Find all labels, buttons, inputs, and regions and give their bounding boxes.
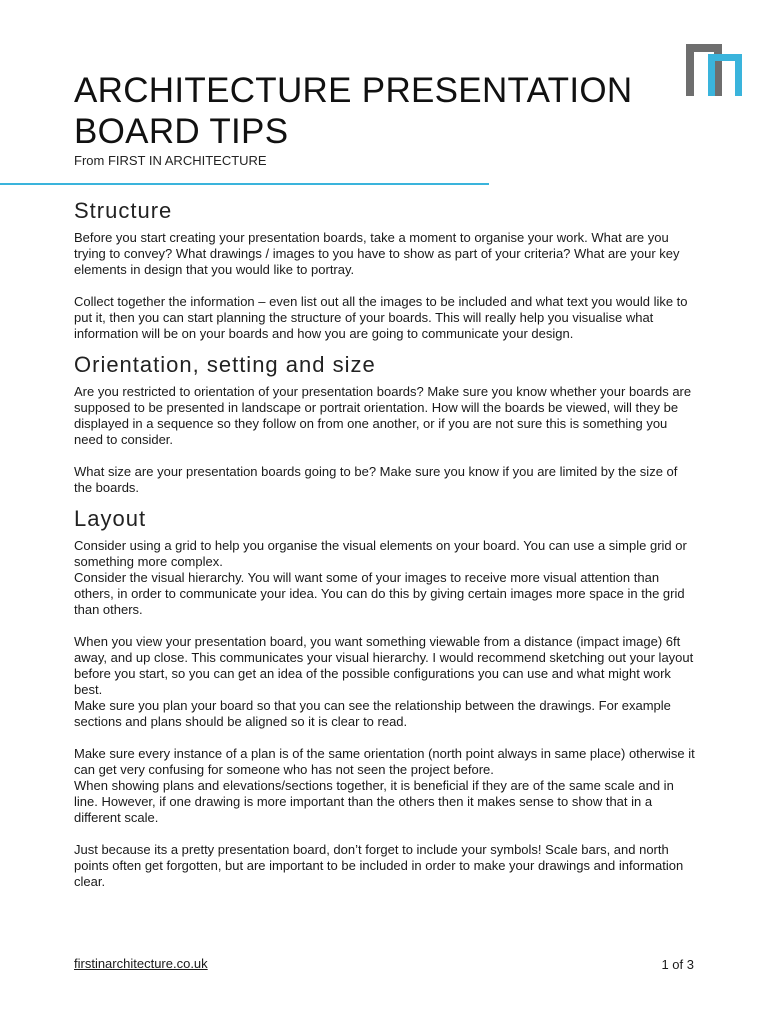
header-divider bbox=[0, 183, 489, 185]
paragraph: Consider the visual hierarchy. You will want some of your images to receive more visual attention than others, in order to communicate your idea. You can do this by giving certain images more space in the grid than others. bbox=[74, 570, 685, 617]
paragraph: Just because its a pretty presentation board, don’t forget to include your symbols! Scale bars, and north points often get forgotten, but are important to be included in order to make your drawings and information clear. bbox=[74, 842, 684, 889]
building-columns-logo-icon bbox=[686, 44, 742, 96]
paragraph: Make sure you plan your board so that you can see the relationship between the drawings. For example sections and plans should be aligned so it is clear to read. bbox=[74, 698, 671, 729]
section-heading: Structure bbox=[74, 198, 173, 223]
section-heading: Orientation, setting and size bbox=[74, 352, 376, 377]
page-number: 1 of 3 bbox=[661, 957, 694, 972]
section-orientation bbox=[74, 350, 698, 496]
paragraph: Before you start creating your presentation boards, take a moment to organise your work. What are you trying to convey? What drawings / images to you have to show as part of your criteria? What are your key elements in design that you would like to portray. bbox=[74, 230, 680, 277]
section-layout bbox=[74, 504, 698, 890]
paragraph: Make sure every instance of a plan is of the same orientation (north point always in same place) otherwise it can get very confusing for someone who has not seen the project before. bbox=[74, 746, 695, 777]
page-title: ARCHITECTURE PRESENTATION BOARD TIPS bbox=[74, 71, 633, 151]
website-link[interactable]: firstinarchitecture.co.uk bbox=[74, 956, 208, 971]
paragraph: When you view your presentation board, you want something viewable from a distance (impact image) 6ft away, and up close. This communicates your visual hierarchy. I would recommend sketching out your layout before you start, so you can get an idea of the possible configurations you can use and what might work best. bbox=[74, 634, 694, 697]
section-heading: Layout bbox=[74, 506, 147, 531]
paragraph: Are you restricted to orientation of your presentation boards? Make sure you know whether your boards are supposed to be presented in landscape or portrait orientation. How will the boards be viewed, will they be displayed in a sequence so they follow on from one another, or if you are not sure this is something you need to consider. bbox=[74, 384, 692, 447]
article-body bbox=[74, 196, 698, 906]
paragraph: What size are your presentation boards going to be? Make sure you know if you are limited by the size of the boards. bbox=[74, 464, 678, 495]
section-structure bbox=[74, 196, 698, 342]
paragraph: Collect together the information – even list out all the images to be included and what text you would like to put it, then you can start planning the structure of your boards. This will really help you visualise what information will be on your boards and how you are going to communicate your design. bbox=[74, 294, 688, 341]
paragraph: When showing plans and elevations/sections together, it is beneficial if they are of the same scale and in line. However, if one drawing is more important than the others then it makes sense to show that in a different scale. bbox=[74, 778, 674, 825]
page-subtitle: From FIRST IN ARCHITECTURE bbox=[74, 153, 267, 168]
paragraph: Consider using a grid to help you organise the visual elements on your board. You can use a simple grid or something more complex. bbox=[74, 538, 687, 569]
